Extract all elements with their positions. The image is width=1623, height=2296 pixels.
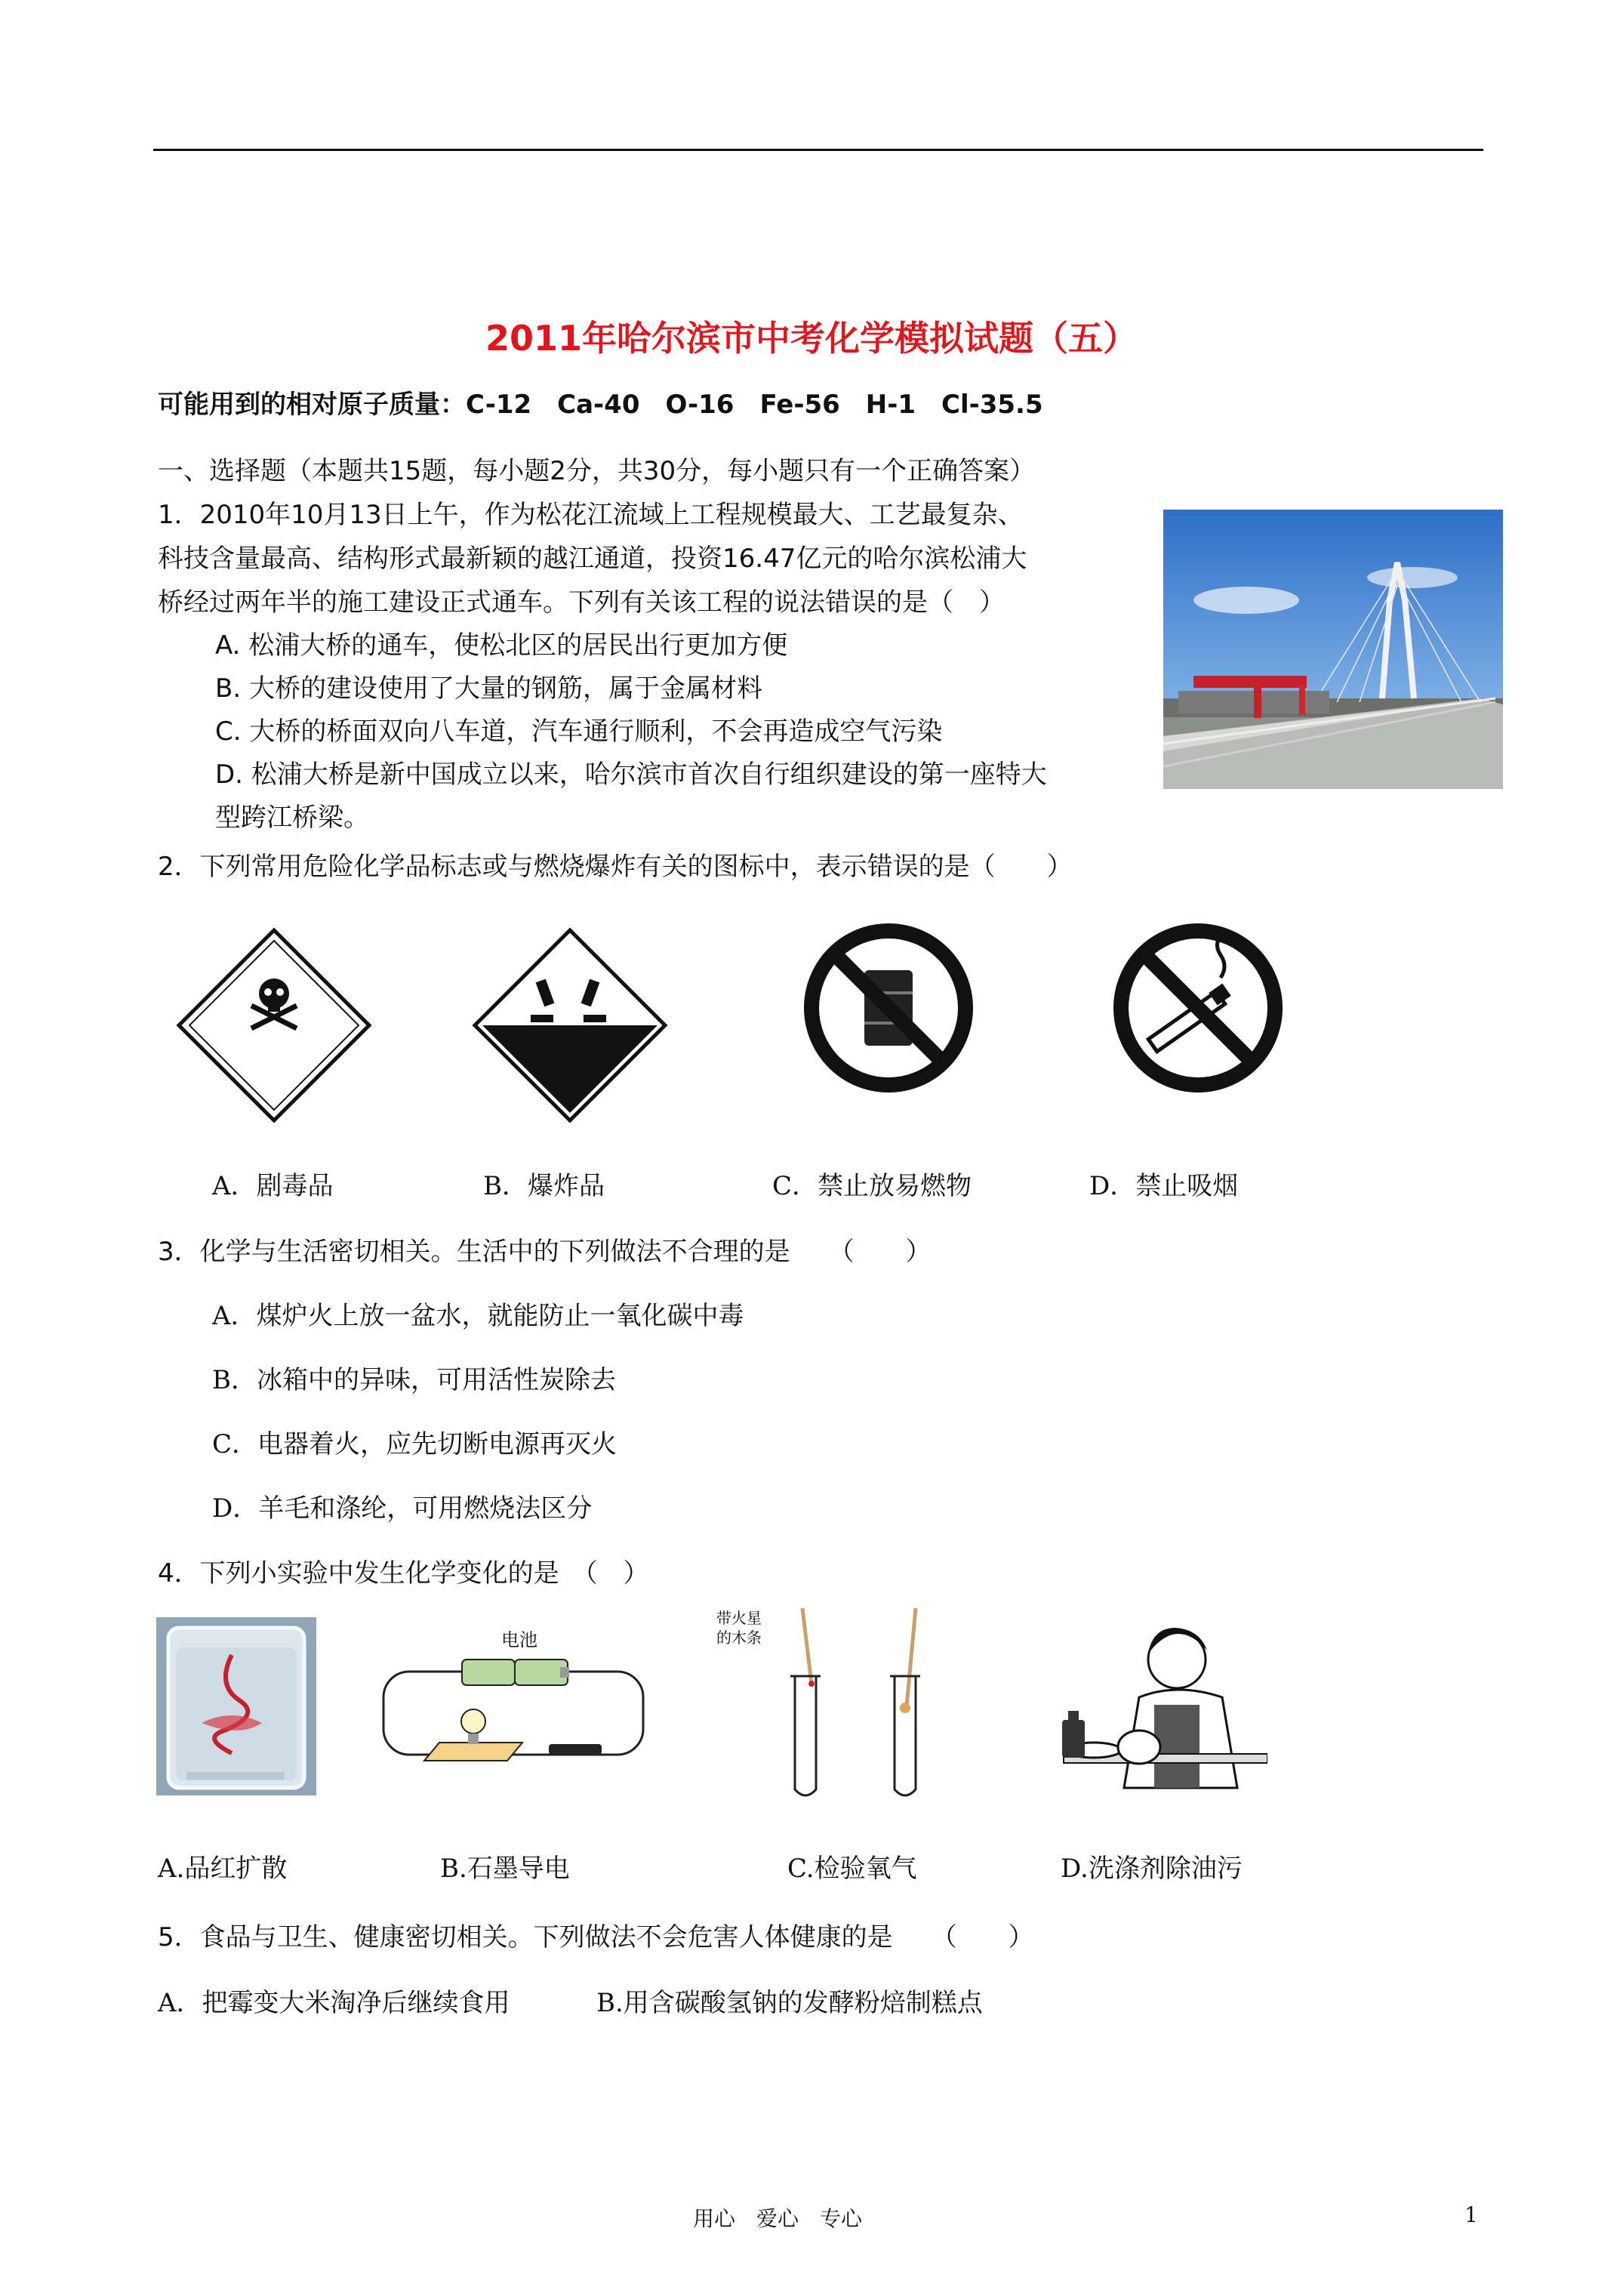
q1-line-1: 1．2010年10月13日上午，作为松花江流域上工程规模最大、工艺最复杂、 — [158, 500, 1024, 530]
circuit-diagram — [379, 1623, 651, 1789]
no-flammables-sign — [798, 917, 979, 1099]
q4-option-b: B.石墨导电 — [440, 1854, 570, 1884]
battery-label: 电池 — [501, 1629, 537, 1650]
q4-option-c: C.检验氧气 — [787, 1854, 917, 1884]
q5-option-a: A．把霉变大米淘净后继续食用 — [158, 1988, 510, 2018]
q3-option-c: C．电器着火，应先切断电源再灭火 — [212, 1429, 617, 1459]
q1-option-a: A. 松浦大桥的通车，使松北区的居民出行更加方便 — [215, 630, 788, 661]
q4-option-d: D.洗涤剂除油污 — [1061, 1854, 1243, 1884]
footer-motto: 用心 爱心 专心 — [693, 2206, 863, 2231]
q1-option-d-cont: 型跨江桥梁。 — [215, 803, 369, 833]
q1-line-3: 桥经过两年半的施工建设正式通车。下列有关该工程的说法错误的是（ ） — [158, 587, 1005, 618]
corrosive-sign — [472, 927, 668, 1123]
page-number: 1 — [1464, 2202, 1478, 2227]
q3-option-b: B．冰箱中的异味，可用活性炭除去 — [212, 1365, 616, 1395]
header-rule — [153, 149, 1483, 151]
q3-stem: 3．化学与生活密切相关。生活中的下列做法不合理的是 （ ） — [158, 1237, 932, 1267]
bridge-photo — [1163, 510, 1503, 789]
atomic-masses: 可能用到的相对原子质量：C-12 Ca-40 O-16 Fe-56 H-1 Cl-35.5 — [158, 390, 1043, 420]
test-tubes-diagram — [712, 1601, 938, 1804]
no-smoking-sign — [1107, 917, 1289, 1099]
q3-option-d: D．羊毛和涤纶，可用燃烧法区分 — [212, 1493, 593, 1524]
section-heading: 一、选择题（本题共15题，每小题2分，共30分，每小题只有一个正确答案） — [158, 456, 1036, 486]
boy-washing-dishes — [1049, 1614, 1267, 1811]
q1-line-2: 科技含量最高、结构形式最新颖的越江通道，投资16.47亿元的哈尔滨松浦大 — [158, 544, 1027, 574]
splint-label-2: 的木条 — [716, 1629, 762, 1647]
splint-label-1: 带火星 — [716, 1609, 762, 1627]
q2-option-a: A．剧毒品 — [212, 1171, 334, 1201]
q5-stem: 5．食品与卫生、健康密切相关。下列做法不会危害人体健康的是 （ ） — [158, 1922, 1034, 1952]
q4-stem: 4．下列小实验中发生化学变化的是 （ ） — [158, 1558, 649, 1589]
q2-option-d: D．禁止吸烟 — [1089, 1171, 1239, 1201]
q2-option-c: C．禁止放易燃物 — [772, 1171, 972, 1201]
q1-option-c: C. 大桥的桥面双向八车道，汽车通行顺利，不会再造成空气污染 — [215, 717, 943, 747]
q1-option-d: D. 松浦大桥是新中国成立以来，哈尔滨市首次自行组织建设的第一座特大 — [215, 760, 1047, 790]
page-title: 2011年哈尔滨市中考化学模拟试题（五） — [485, 318, 1138, 359]
q5-option-b: B.用含碳酸氢钠的发酵粉焙制糕点 — [596, 1988, 983, 2018]
q2-option-b: B．爆炸品 — [483, 1171, 605, 1201]
q4-option-a: A.品红扩散 — [158, 1854, 288, 1884]
q3-option-a: A．煤炉火上放一盆水，就能防止一氧化碳中毒 — [212, 1301, 744, 1331]
q2-stem: 2．下列常用危险化学品标志或与燃烧爆炸有关的图标中，表示错误的是（ ） — [158, 852, 1073, 882]
toxic-sign — [176, 927, 372, 1123]
q1-option-b: B. 大桥的建设使用了大量的钢筋，属于金属材料 — [215, 673, 762, 704]
beaker-photo — [156, 1617, 316, 1795]
